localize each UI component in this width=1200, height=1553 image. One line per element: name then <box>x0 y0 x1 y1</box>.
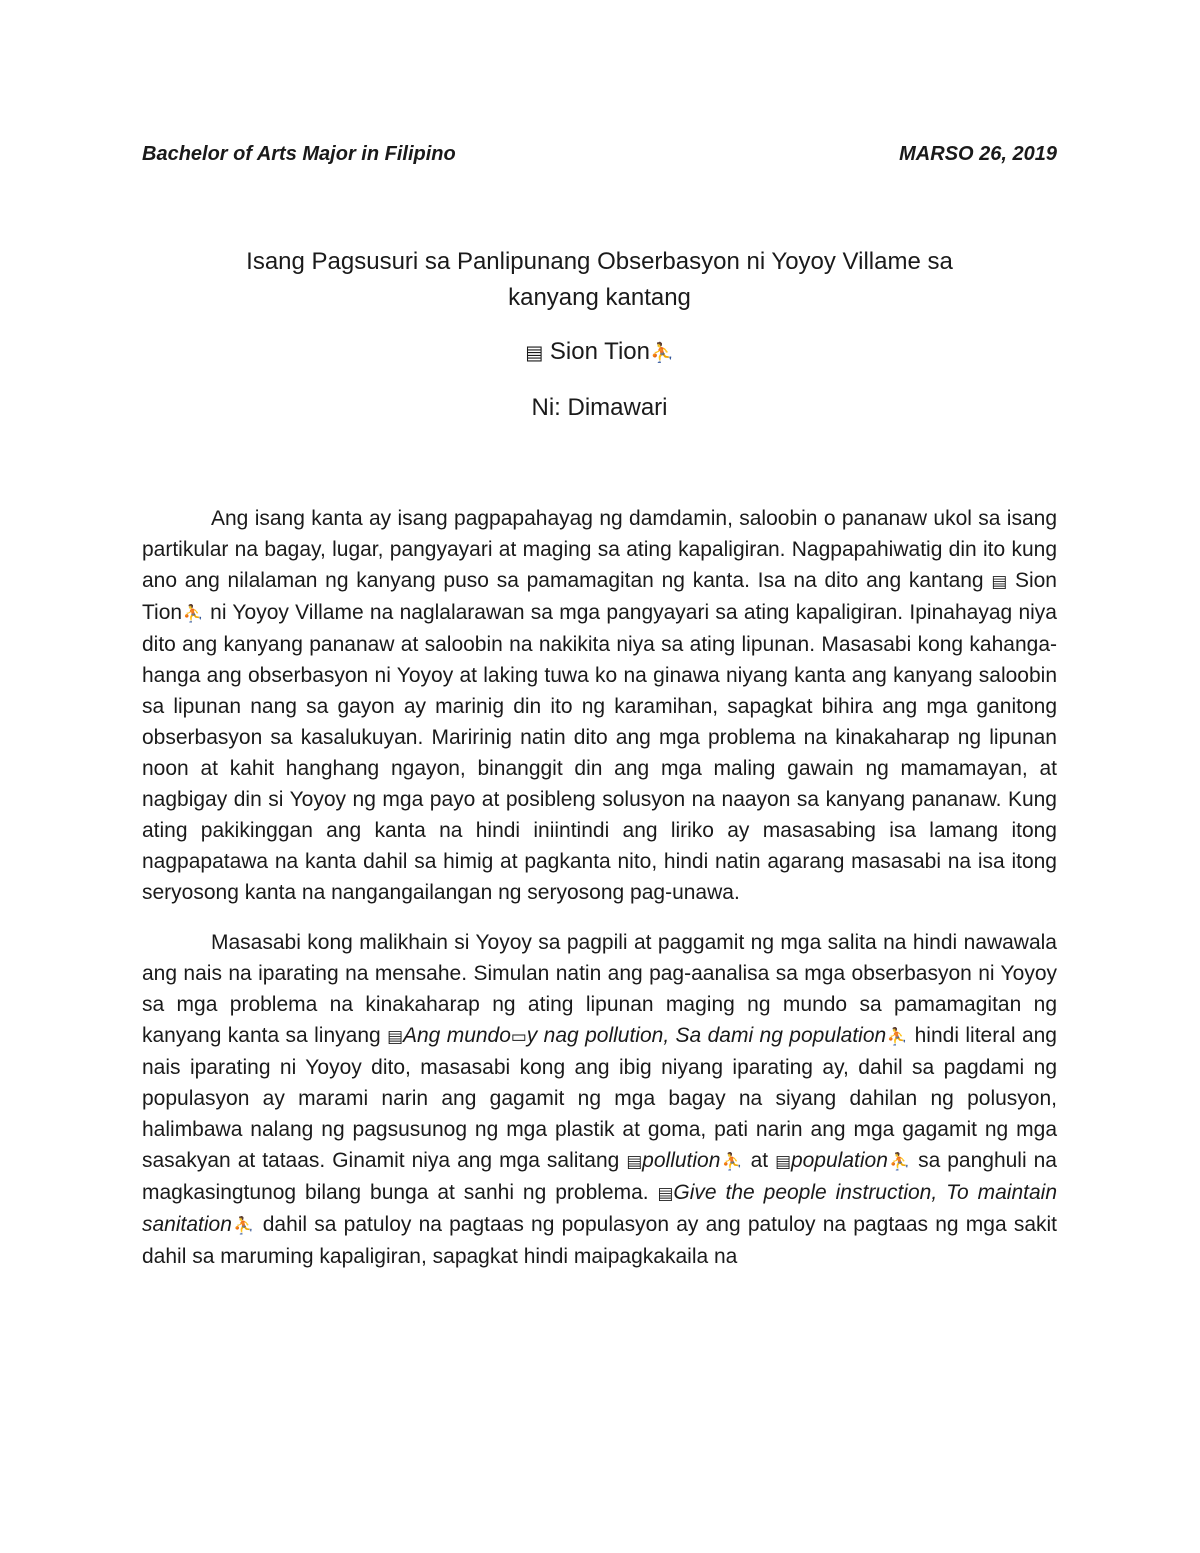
title-line-1: Isang Pagsusuri sa Panlipunang Obserbasyon ni Yoyoy Villame sa <box>246 248 953 275</box>
close-quote-glyph-icon: ⛹ <box>231 1215 256 1235</box>
p2-quote-3: population <box>790 1149 888 1172</box>
open-quote-glyph-icon: ▤ <box>626 1151 643 1171</box>
paragraph-2 <box>142 927 1057 1272</box>
p2-quote-1b: y nag pollution, Sa dami ng population <box>526 1024 887 1047</box>
author-byline: Ni: Dimawari <box>531 394 668 421</box>
apostrophe-glyph-icon: ▭ <box>510 1026 527 1046</box>
song-name: Sion Tion <box>549 338 650 365</box>
p2-quote-4: Give the people instruction, To maintain sanitation <box>142 1181 1057 1236</box>
p2-quote-1a: Ang mundo <box>402 1024 511 1047</box>
p2-text-d: sa panghuli na magkasingtunog bilang bunga at sanhi ng problema. <box>142 1149 1057 1204</box>
paragraph-1 <box>142 503 1057 908</box>
close-quote-glyph-icon: ⛹ <box>649 341 674 364</box>
open-quote-glyph-icon: ▤ <box>991 571 1008 591</box>
p2-text-a: Masasabi kong malikhain si Yoyoy sa pagpili at paggamit ng mga salita na hindi nawawala ang nais na iparating na mensahe. Simulan natin ang pag-aanalisa sa mga obserbasyon ni Yoyoy sa mga problema na kinakaharap ng ating lipunan maging ng mundo sa pamamagitan ng kanyang kanta sa linyang <box>142 931 1057 1047</box>
open-quote-glyph-icon: ▤ <box>775 1151 791 1171</box>
document-date: MARSO 26, 2019 <box>899 143 1057 165</box>
document-header <box>142 143 1057 166</box>
open-quote-glyph-icon: ▤ <box>657 1183 674 1203</box>
p2-text-e: dahil sa patuloy na pagtaas ng populasyon ay ang patuloy na pagtaas ng mga sakit dahil sa maruming kapaligiran, sapagkat hindi maipagkakaila na <box>142 1213 1057 1268</box>
close-quote-glyph-icon: ⛹ <box>720 1151 744 1171</box>
p2-text-b: hindi literal ang nais iparating ni Yoyoy dito, masasabi kong ang ibig niyang iparating ay, dahil sa pagdami ng populasyon ay marami narin ang gagamit ng mga bagay na siyang dahilan ng polusyon, halimbawa nalang ng pagsusunog ng mga plastik at goma, pati narin ang mga gagamit ng mga sasakyan at tataas. Ginamit niya ang mga salitang <box>142 1024 1057 1172</box>
essay-body <box>142 503 1057 1291</box>
p1-song-name: Sion Tion <box>142 569 1057 624</box>
open-quote-glyph-icon: ▤ <box>525 341 544 364</box>
title-line-2: kanyang kantang <box>508 284 691 311</box>
close-quote-glyph-icon: ⛹ <box>886 1026 909 1046</box>
p1-text-b: ni Yoyoy Villame na naglalarawan sa mga pangyayari sa ating kapaligiran. Ipinahayag niya dito ang kanyang pananaw at saloobin na nakikita niya sa ating lipunan. Masasabi kong kahanga-hanga ang obserbasyon ni Yoyoy at laking tuwa ko na ginawa niyang kanta ang kanyang saloobin sa lipunan nang sa gayon ay marinig din ito ng karamihan, sapagkat bihira ang mga ganitong obserbasyon sa kasalukuyan. Maririnig natin dito ang mga problema na kinakaharap ng lipunan noon at kahit hanghang ngayon, binanggit din ang mga maling gawain ng mamamayan, at nagbigay din si Yoyoy ng mga payo at posibleng solusyon na naayon sa kanyang pananaw. Kung ating pakikinggan ang kanta na hindi iniintindi ang liriko ay masasabing isa lamang itong nagpapatawa na kanta dahil sa himig at pagkanta nito, hindi natin agarang masasabi na isa itong seryosong kanta na nangangailangan ng seryosong pag-unawa. <box>142 601 1057 904</box>
open-quote-glyph-icon: ▤ <box>387 1026 403 1046</box>
program-label: Bachelor of Arts Major in Filipino <box>142 143 456 165</box>
p2-text-c: at <box>743 1149 776 1172</box>
p2-quote-2: pollution <box>642 1149 721 1172</box>
close-quote-glyph-icon: ⛹ <box>182 603 204 623</box>
document-title <box>142 244 1057 316</box>
p1-text-a: Ang isang kanta ay isang pagpapahayag ng damdamin, saloobin o pananaw ukol sa isang partikular na bagay, lugar, pangyayari at maging sa ating kapaligiran. Nagpapahiwatig din ito kung ano ang nilalaman ng kanyang puso sa pamamagitan ng kanta. Isa na dito ang kantang <box>142 507 1057 592</box>
document-page <box>142 0 1057 1553</box>
song-title <box>142 336 1057 369</box>
close-quote-glyph-icon: ⛹ <box>887 1151 912 1171</box>
